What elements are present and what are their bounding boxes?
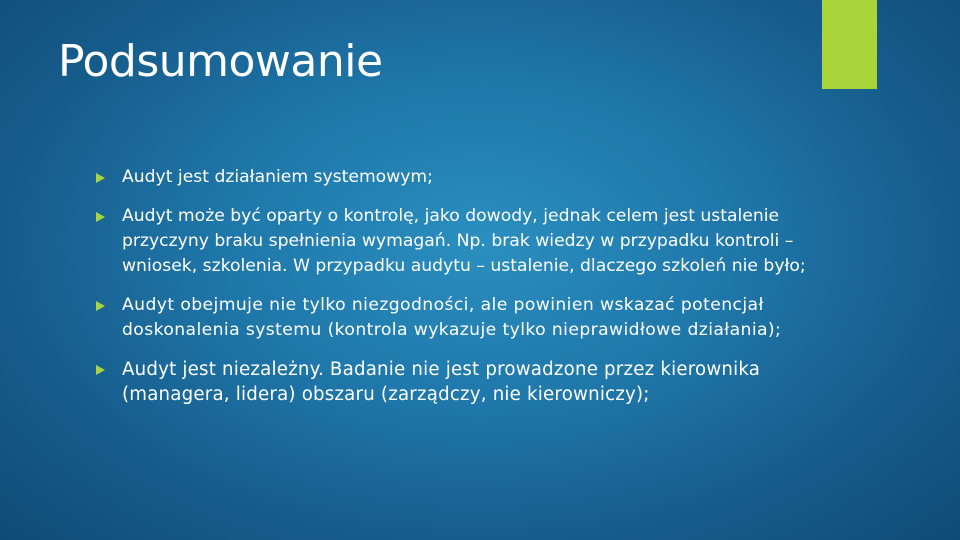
bullet-item — [96, 357, 816, 407]
triangle-bullet-icon — [96, 301, 105, 311]
triangle-bullet-icon — [96, 365, 105, 375]
triangle-bullet-icon — [96, 212, 105, 222]
bullet-text: Audyt jest niezależny. Badanie nie jest prowadzone przez kierownika (managera, lidera) obszaru (zarządczy, nie kierowniczy); — [122, 359, 761, 405]
bullet-text: Audyt może być oparty o kontrolę, jako dowody, jednak celem jest ustalenie przyczyny braku spełnienia wymagań. Np. brak wiedzy w przypadku kontroli – wniosek, szkolenia. W przypadku audytu – ustalenie, dlaczego szkoleń nie było; — [122, 206, 806, 276]
bullet-item — [96, 293, 816, 343]
triangle-bullet-icon — [96, 173, 105, 183]
bullet-item — [96, 165, 816, 190]
bullet-text: Audyt jest działaniem systemowym; — [122, 167, 433, 187]
bullet-text: Audyt obejmuje nie tylko niezgodności, ale powinien wskazać potencjał doskonalenia systemu (kontrola wykazuje tylko nieprawidłowe działania); — [122, 295, 782, 340]
bullet-list — [96, 165, 816, 421]
accent-bar — [822, 0, 877, 89]
bullet-item — [96, 204, 816, 279]
slide-title: Podsumowanie — [58, 36, 383, 87]
